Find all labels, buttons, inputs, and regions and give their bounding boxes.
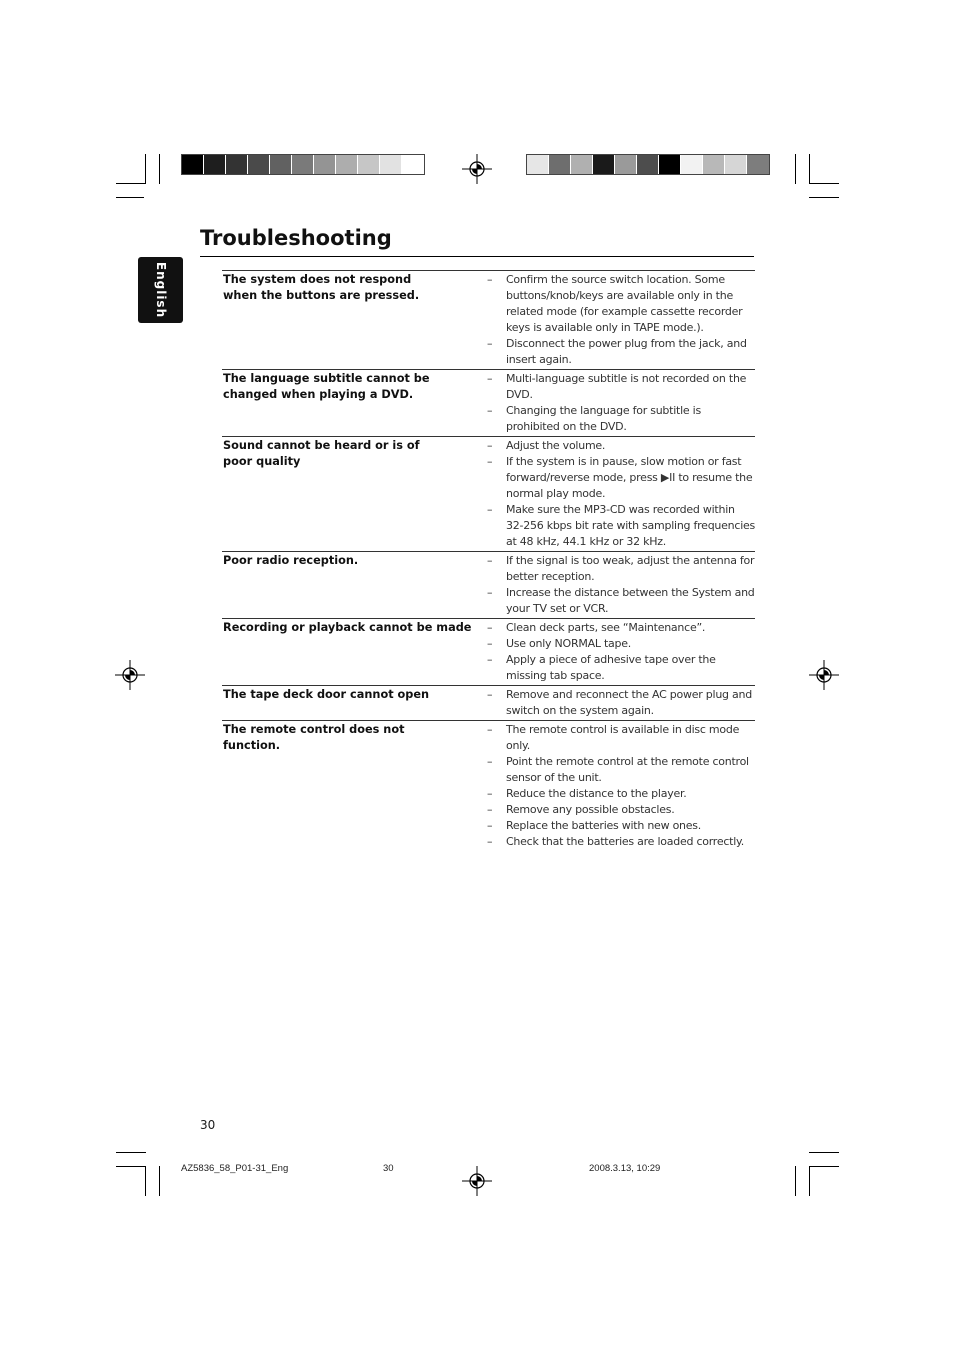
solution-list bbox=[487, 438, 755, 550]
registration-mark-icon bbox=[115, 660, 145, 690]
color-bar-left-swatch bbox=[292, 155, 314, 174]
solution-item bbox=[487, 553, 755, 585]
solution-item bbox=[487, 636, 755, 652]
registration-mark-icon bbox=[462, 1166, 492, 1196]
problem-text: The system does not respond when the buttons are pressed. bbox=[223, 273, 420, 302]
solution-text: Point the remote control at the remote control sensor of the unit. bbox=[506, 755, 749, 784]
dash-bullet: – bbox=[487, 819, 493, 832]
solution-text: Multi-language subtitle is not recorded on the DVD. bbox=[506, 372, 747, 401]
crop-mark bbox=[145, 1166, 146, 1196]
solution-text: If the system is in pause, slow motion or fast forward/reverse mode, press ▶II to resume the normal play mode. bbox=[506, 455, 753, 500]
color-bar-left-swatch bbox=[270, 155, 292, 174]
troubleshooting-table bbox=[222, 270, 755, 851]
color-bar-left-swatch bbox=[182, 155, 204, 174]
solution-item bbox=[487, 786, 755, 802]
solution-text: Remove and reconnect the AC power plug and switch on the system again. bbox=[506, 688, 752, 717]
dash-bullet: – bbox=[487, 653, 493, 666]
solution-list bbox=[487, 371, 755, 435]
problem-text: The remote control does not function. bbox=[223, 723, 405, 752]
solution-list bbox=[487, 722, 755, 850]
page-title: Troubleshooting bbox=[200, 226, 392, 250]
solution-text: Changing the language for subtitle is prohibited on the DVD. bbox=[506, 404, 701, 433]
dash-bullet: – bbox=[487, 723, 493, 736]
solution-item bbox=[487, 272, 755, 336]
crop-mark bbox=[116, 183, 146, 184]
solution-list bbox=[487, 620, 755, 684]
color-bar-left-swatch bbox=[358, 155, 380, 174]
dash-bullet: – bbox=[487, 803, 493, 816]
language-tab-label: English bbox=[153, 261, 168, 319]
dash-bullet: – bbox=[487, 503, 493, 516]
color-bar-left-swatch bbox=[402, 155, 424, 174]
color-bar-right-swatch bbox=[571, 155, 593, 174]
color-calibration-bar-right bbox=[526, 154, 770, 175]
solution-text: Check that the batteries are loaded correctly. bbox=[506, 835, 744, 848]
solution-item bbox=[487, 438, 755, 454]
crop-mark bbox=[159, 154, 160, 184]
crop-mark bbox=[116, 1152, 146, 1153]
color-bar-right-swatch bbox=[725, 155, 747, 174]
solution-text: If the signal is too weak, adjust the antenna for better reception. bbox=[506, 554, 755, 583]
solution-item bbox=[487, 371, 755, 403]
solution-item bbox=[487, 502, 755, 550]
crop-mark bbox=[116, 1166, 146, 1167]
solution-list bbox=[487, 272, 755, 368]
problem-text: Recording or playback cannot be made bbox=[223, 621, 472, 634]
page-number: 30 bbox=[200, 1118, 216, 1132]
crop-mark bbox=[809, 1152, 839, 1153]
solution-text: Adjust the volume. bbox=[506, 439, 606, 452]
registration-mark-icon bbox=[462, 154, 492, 184]
problem-text: The tape deck door cannot open bbox=[223, 688, 430, 701]
crop-mark bbox=[809, 183, 839, 184]
color-bar-right-swatch bbox=[615, 155, 637, 174]
crop-mark bbox=[809, 1166, 810, 1196]
color-bar-left-swatch bbox=[248, 155, 270, 174]
solution-text: Confirm the source switch location. Some buttons/knob/keys are available only in the related mode (for example cassette recorder keys is available only in TAPE mode.). bbox=[506, 273, 743, 334]
title-divider bbox=[200, 256, 754, 257]
color-bar-left-swatch bbox=[226, 155, 248, 174]
color-bar-right-swatch bbox=[703, 155, 725, 174]
solution-text: Replace the batteries with new ones. bbox=[506, 819, 702, 832]
dash-bullet: – bbox=[487, 337, 493, 350]
solution-item bbox=[487, 818, 755, 834]
color-bar-left-swatch bbox=[380, 155, 402, 174]
footer-page: 30 bbox=[383, 1163, 394, 1174]
crop-mark bbox=[809, 1166, 839, 1167]
crop-mark bbox=[795, 154, 796, 184]
crop-mark bbox=[809, 197, 839, 198]
solution-item bbox=[487, 722, 755, 754]
table-row bbox=[222, 551, 755, 618]
color-calibration-bar-left bbox=[181, 154, 425, 175]
solution-item bbox=[487, 652, 755, 684]
language-tab bbox=[138, 257, 183, 323]
solution-text: Make sure the MP3-CD was recorded within 32-256 kbps bit rate with sampling frequencies at 48 kHz, 44.1 kHz or 32 kHz. bbox=[506, 503, 755, 548]
crop-mark bbox=[795, 1166, 796, 1196]
table-row bbox=[222, 270, 755, 369]
solution-item bbox=[487, 620, 755, 636]
solution-item bbox=[487, 585, 755, 617]
solution-item bbox=[487, 687, 755, 719]
solution-text: Reduce the distance to the player. bbox=[506, 787, 687, 800]
problem-text: The language subtitle cannot be changed when playing a DVD. bbox=[223, 372, 430, 401]
color-bar-left-swatch bbox=[314, 155, 336, 174]
color-bar-right-swatch bbox=[527, 155, 549, 174]
solution-text: Increase the distance between the System and your TV set or VCR. bbox=[506, 586, 755, 615]
color-bar-right-swatch bbox=[549, 155, 571, 174]
table-row bbox=[222, 618, 755, 685]
color-bar-right-swatch bbox=[681, 155, 703, 174]
solution-item bbox=[487, 834, 755, 850]
dash-bullet: – bbox=[487, 404, 493, 417]
solution-text: Use only NORMAL tape. bbox=[506, 637, 632, 650]
crop-mark bbox=[809, 154, 810, 184]
dash-bullet: – bbox=[487, 586, 493, 599]
dash-bullet: – bbox=[487, 554, 493, 567]
table-row bbox=[222, 720, 755, 851]
crop-mark bbox=[159, 1166, 160, 1196]
solution-list bbox=[487, 687, 755, 719]
registration-mark-icon bbox=[809, 660, 839, 690]
solution-item bbox=[487, 802, 755, 818]
footer-file-name: AZ5836_58_P01-31_Eng bbox=[181, 1163, 289, 1174]
table-row bbox=[222, 369, 755, 436]
dash-bullet: – bbox=[487, 637, 493, 650]
solution-list bbox=[487, 553, 755, 617]
solution-text: Apply a piece of adhesive tape over the missing tab space. bbox=[506, 653, 716, 682]
solution-text: Clean deck parts, see “Maintenance”. bbox=[506, 621, 706, 634]
dash-bullet: – bbox=[487, 455, 493, 468]
solution-item bbox=[487, 403, 755, 435]
dash-bullet: – bbox=[487, 621, 493, 634]
crop-mark bbox=[145, 154, 146, 184]
problem-text: Poor radio reception. bbox=[223, 554, 359, 567]
solution-item bbox=[487, 336, 755, 368]
dash-bullet: – bbox=[487, 688, 493, 701]
table-row bbox=[222, 436, 755, 551]
dash-bullet: – bbox=[487, 372, 493, 385]
solution-text: Remove any possible obstacles. bbox=[506, 803, 675, 816]
footer-datetime: 2008.3.13, 10:29 bbox=[589, 1163, 661, 1174]
dash-bullet: – bbox=[487, 439, 493, 452]
solution-item bbox=[487, 454, 755, 502]
solution-text: Disconnect the power plug from the jack, and insert again. bbox=[506, 337, 747, 366]
color-bar-left-swatch bbox=[336, 155, 358, 174]
solution-item bbox=[487, 754, 755, 786]
problem-text: Sound cannot be heard or is of poor quality bbox=[223, 439, 420, 468]
dash-bullet: – bbox=[487, 835, 493, 848]
dash-bullet: – bbox=[487, 273, 493, 286]
color-bar-right-swatch bbox=[659, 155, 681, 174]
solution-text: The remote control is available in disc mode only. bbox=[506, 723, 740, 752]
table-row bbox=[222, 685, 755, 720]
crop-mark bbox=[116, 197, 144, 198]
dash-bullet: – bbox=[487, 755, 493, 768]
color-bar-right-swatch bbox=[637, 155, 659, 174]
color-bar-left-swatch bbox=[204, 155, 226, 174]
color-bar-right-swatch bbox=[593, 155, 615, 174]
color-bar-right-swatch bbox=[747, 155, 769, 174]
dash-bullet: – bbox=[487, 787, 493, 800]
